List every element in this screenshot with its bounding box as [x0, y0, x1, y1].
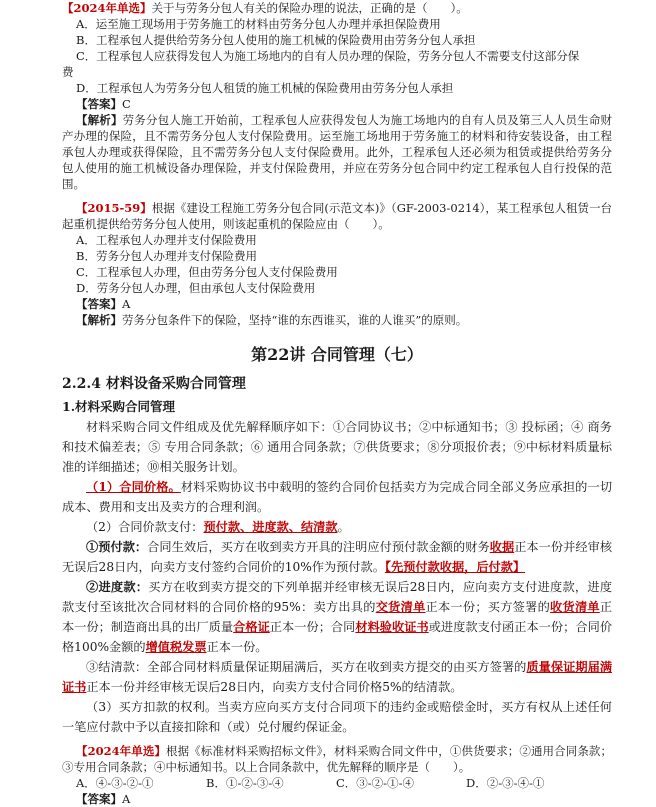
option-d: D．②-③-④-① [466, 776, 545, 790]
option-c: C．工程承包人办理，但由劳务分包人支付保险费用 [76, 265, 338, 279]
paragraph-advance-payment: ①预付款：合同生效后，买方在收到卖方开具的注明应付预付款金额的财务收据正本一份并经审核无误后28日内，向卖方支付签约合同价的10%作为预付款。【先预付款收据，后付款】 [62, 540, 613, 574]
analysis: 【解析】劳务分包条件下的保险，坚持“谁的东西谁买，谁的人谁买”的原则。 [76, 313, 468, 327]
question-tag: 【2015-59】 [76, 201, 152, 215]
question-tag: 【2024年单选】 [62, 1, 152, 15]
question-stem: 【2024年单选】关于与劳务分包人有关的保险办理的说法，正确的是（ ）。 [62, 1, 468, 15]
question-stem: 【2015-59】根据《建设工程施工劳务分包合同(示范文本)》（GF-2003-0214），某工程承包人租赁一台起重机提供给劳务分包人使用，则该起重机的保险应由（ ）。 [62, 201, 612, 231]
option-b: B．工程承包人提供给劳务分包人使用的施工机械的保险费用由劳务分包人承担 [76, 33, 476, 47]
body-text [62, 417, 612, 737]
question-2024-insurance [62, 0, 612, 192]
option-d: D．劳务分包人办理，但由承包人支付保险费用 [76, 281, 316, 295]
options-row [62, 775, 612, 791]
paragraph-payment: （2）合同价款支付：预付款、进度款、结清款。 [86, 520, 350, 534]
question-tag: 【2024年单选】 [76, 744, 167, 758]
option-a: A．工程承包人办理并支付保险费用 [76, 233, 257, 247]
option-b: B．①-②-③-④ [206, 776, 284, 790]
option-d: D．工程承包人为劳务分包人租赁的施工机械的保险费用由劳务分包人承担 [76, 81, 454, 95]
section-title: 2.2.4 材料设备采购合同管理 [62, 376, 246, 392]
paragraph-deduction-right: （3）买方扣款的权利。当卖方应向买方支付合同项下的违约金或赔偿金时，买方有权从上述任何一笔应付款中予以直接扣除和（或）兑付履约保证金。 [62, 700, 612, 734]
paragraph-final-payment: ③结清款：全部合同材料质量保证期届满后，买方在收到卖方提交的由买方签署的质量保证期届满证书正本一份并经审核无误后28日内，向卖方支付合同价格5%的结清款。 [62, 660, 613, 694]
paragraph-contract-documents: 材料采购合同文件组成及优先解释顺序如下：①合同协议书；②中标通知书；③ 投标函；④ 商务和技术偏差表；⑤ 专用合同条款；⑥ 通用合同条款；⑦供货要求；⑧分项报价表；⑨中标材料质量标准的详细描述；⑩相关服务计划。 [62, 420, 612, 474]
option-a: A．运至施工现场用于劳务施工的材料由劳务分包人办理并承担保险费用 [76, 17, 441, 31]
analysis: 【解析】劳务分包人施工开始前，工程承包人应获得发包人为施工场地内的自有人员及第三人人员生命财产办理的保险，且不需劳务分包人支付保险费用。运至施工场地用于劳务施工的材料和待安装设备，由工程承包人办理或获得保险，且不需劳务分包人支付保险费用。此外，工程承包人还必须为租赁或提供给劳务分包人使用的施工机械设备办理保险，并支付保险费用，并应在劳务分包合同中约定工程承包人自行投保的范围。 [62, 113, 612, 191]
lecture-title: 第22讲 合同管理（七） [251, 345, 423, 364]
answer: 【答案】A [76, 792, 131, 806]
question-2015-59 [62, 200, 612, 328]
option-c-cont: 费 [62, 65, 74, 79]
paragraph-contract-price: （1）合同价格。材料采购协议书中载明的签约合同价包括卖方为完成合同全部义务应承担的一切成本、费用和支出及卖方的合理利润。 [62, 480, 613, 514]
option-a: A．④-③-②-① [76, 776, 154, 790]
question-stem: 【2024年单选】根据《标准材料采购招标文件》，材料采购合同文件中，①供货要求；②通用合同条款；③专用合同条款；④中标通知书。以上合同条款中，优先解释的顺序是（ ）。 [62, 744, 612, 774]
subsection-title: 1.材料采购合同管理 [62, 399, 176, 414]
option-b: B．劳务分包人办理并支付保险费用 [76, 249, 257, 263]
answer: 【答案】A [76, 297, 131, 311]
paragraph-progress-payment: ②进度款：买方在收到卖方提交的下列单据并经审核无误后28日内，应向卖方支付进度款，进度款支付至该批次合同材料的合同价格的95%：卖方出具的交货清单正本一份；买方签署的收货清单正本一份；制造商出具的出厂质量合格证正本一份；合同材料验收证书或进度款支付函正本一份；合同价格100%金额的增值税发票正本一份。 [62, 580, 613, 654]
option-c: C．③-②-①-④ [336, 776, 414, 790]
answer: 【答案】C [76, 97, 131, 111]
option-c: C．工程承包人应获得发包人为施工场地内的自有人员办理的保险，劳务分包人不需要支付这部分保 [76, 49, 580, 63]
question-2024-material-procurement [62, 743, 612, 807]
